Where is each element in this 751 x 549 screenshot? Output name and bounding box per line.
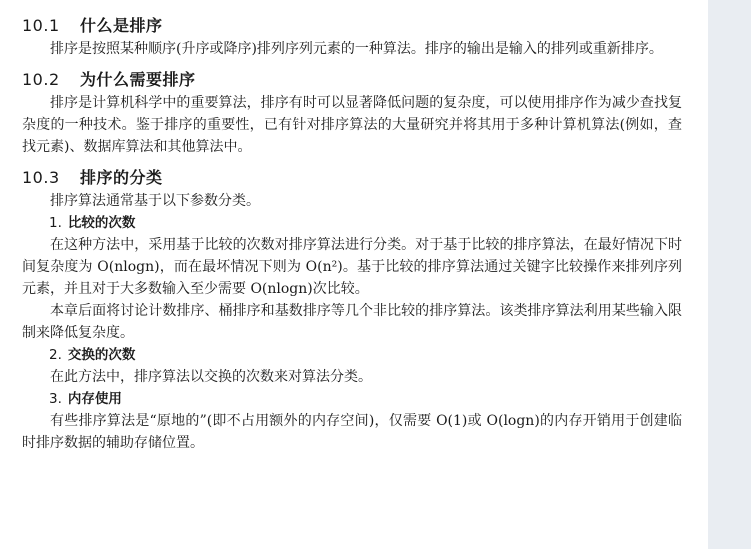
paragraph: 排序是按照某种顺序(升序或降序)排列序列元素的一种算法。排序的输出是输入的排列或重新排序。 xyxy=(50,41,663,57)
section-number: 10.1 xyxy=(22,16,60,35)
section-number: 10.3 xyxy=(22,168,60,187)
section-10-1 xyxy=(22,14,682,60)
subsection-title: 交换的次数 xyxy=(67,347,136,363)
section-10-3 xyxy=(22,166,682,454)
subsection-number: 3. xyxy=(49,391,62,407)
subsection-number: 1. xyxy=(49,215,62,231)
subsection-title: 比较的次数 xyxy=(67,215,136,231)
section-heading xyxy=(22,166,682,190)
section-heading xyxy=(22,68,682,92)
subsection-heading xyxy=(22,212,682,234)
subsection-heading xyxy=(22,344,682,366)
paragraph: 有些排序算法是“原地的”(即不占用额外的内存空间)，仅需要 O(1)或 O(logn)的内存开销用于创建临时排序数据的辅助存储位置。 xyxy=(22,413,682,451)
subsection-heading xyxy=(22,388,682,410)
paragraph: 在这种方法中，采用基于比较的次数对排序算法进行分类。对于基于比较的排序算法，在最好情况下时间复杂度为 O(nlogn)，而在最坏情况下则为 O(n²)。基于比较的排序算法通过关键字比较操作来排列序列元素，并且对于大多数输入至少需要 O(nlogn)次比较。 xyxy=(22,237,682,297)
section-title: 为什么需要排序 xyxy=(80,70,196,89)
section-title: 什么是排序 xyxy=(80,16,163,35)
viewer-side-panel xyxy=(708,0,751,549)
section-10-2 xyxy=(22,68,682,158)
paragraph: 本章后面将讨论计数排序、桶排序和基数排序等几个非比较的排序算法。该类排序算法利用某些输入限制来降低复杂度。 xyxy=(22,303,682,341)
section-intro: 排序算法通常基于以下参数分类。 xyxy=(50,193,260,209)
paragraph: 排序是计算机科学中的重要算法，排序有时可以显著降低问题的复杂度，可以使用排序作为减少查找复杂度的一种技术。鉴于排序的重要性，已有针对排序算法的大量研究并将其用于多种计算机算法(例如，查找元素)、数据库算法和其他算法中。 xyxy=(22,95,682,155)
subsection-number: 2. xyxy=(49,347,62,363)
section-number: 10.2 xyxy=(22,70,60,89)
subsection-title: 内存使用 xyxy=(67,391,122,407)
section-title: 排序的分类 xyxy=(80,168,163,187)
paragraph: 在此方法中，排序算法以交换的次数来对算法分类。 xyxy=(50,369,372,385)
document-content xyxy=(22,14,682,462)
section-heading xyxy=(22,14,682,38)
